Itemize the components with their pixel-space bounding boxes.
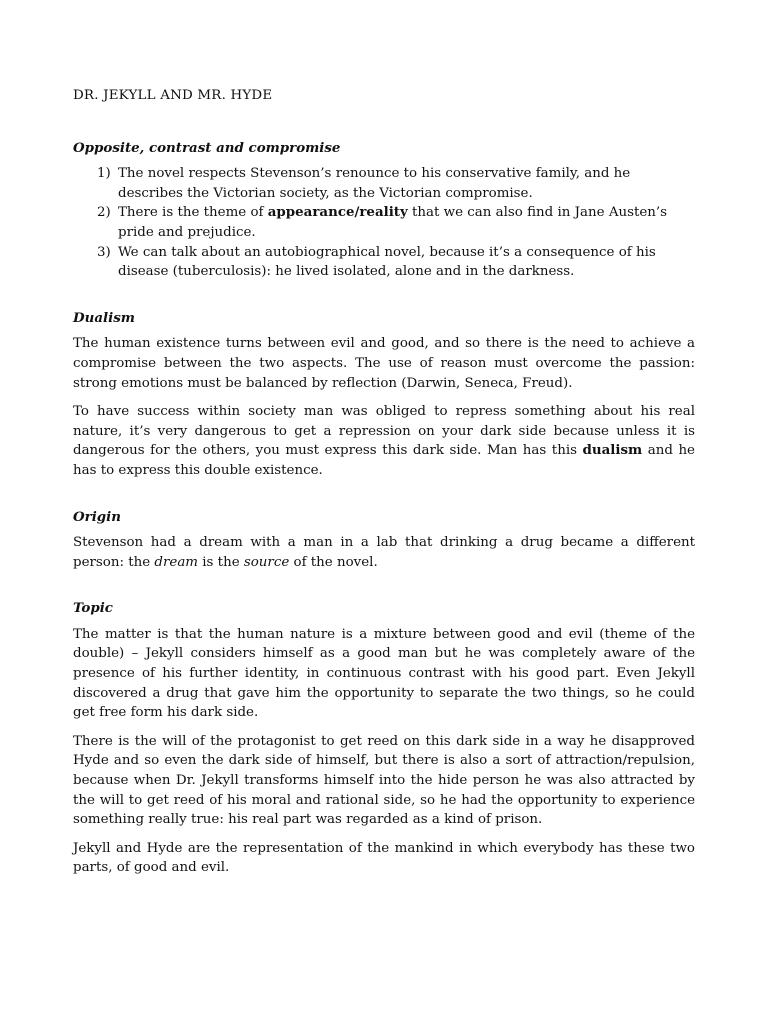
list-item-bold-term: appearance/reality [267, 204, 408, 221]
origin-italic-dream: dream [154, 554, 199, 570]
list-item [73, 203, 695, 242]
origin-text-c: of the novel. [289, 554, 378, 570]
topic-paragraph-1: The matter is that the human nature is a mixture between good and evil (theme of the double) – Jekyll considers himself as a good man but he was completely aware of the presence of his further identity, in continuous contrast with his good part. Even Jekyll discovered a drug that gave him the opportunity to separate the two things, so he could get free form his dark side. [73, 626, 695, 721]
dualism-p2-pre: To have success within society man was obliged to repress something about his real nature, it’s very dangerous to get a repression on your dark side because unless it is dangerous for the others, you must express this dark side. Man has this [73, 404, 695, 459]
list-item [73, 164, 695, 203]
dualism-paragraph-2 [73, 402, 695, 480]
dualism-bold-term: dualism [582, 442, 643, 459]
dualism-p2-post: and he has to express this double existence. [73, 443, 695, 478]
origin-text-b: is the [198, 554, 244, 570]
document-page [73, 86, 695, 878]
section-heading-opposite: Opposite, contrast and compromise [73, 139, 341, 156]
list-item-text-post: that we can also find in Jane Austen’s pride and prejudice. [118, 205, 668, 240]
list-item-number: 1) [97, 166, 111, 182]
list-item-text-pre: There is the theme of [118, 205, 268, 221]
section-heading-origin: Origin [73, 508, 121, 525]
topic-paragraph-2: There is the will of the protagonist to get reed on this dark side in a way he disapproved Hyde and so even the dark side of himself, but there is also a sort of attraction/repulsion, because when Dr. Jekyll transforms himself into the hide person he was also attracted by the will to get reed of his moral and rational side, so he had the opportunity to experience something really true: his real part was regarded as a kind of prison. [73, 733, 695, 828]
document-title: DR. JEKYLL AND MR. HYDE [73, 88, 273, 103]
origin-italic-source: source [243, 554, 290, 570]
origin-text-a: Stevenson had a dream with a man in a lab that drinking a drug became a different person: the [73, 535, 695, 570]
list-item-number: 3) [97, 244, 111, 260]
list-item [73, 243, 695, 282]
origin-paragraph [73, 533, 695, 572]
list-item-number: 2) [97, 205, 111, 221]
list-item-text: We can talk about an autobiographical novel, because it’s a consequence of his disease (tuberculosis): he lived isolated, alone and in the darkness. [118, 244, 656, 280]
opposite-list [73, 164, 695, 282]
list-item-text: The novel respects Stevenson’s renounce to his conservative family, and he describes the Victorian society, as the Victorian compromise. [118, 166, 631, 201]
topic-paragraph-3: Jekyll and Hyde are the representation of the mankind in which everybody has these two parts, of good and evil. [73, 840, 695, 876]
section-heading-dualism: Dualism [73, 309, 135, 326]
section-heading-topic: Topic [73, 600, 113, 617]
dualism-paragraph-1: The human existence turns between evil and good, and so there is the need to achieve a compromise between the two aspects. The use of reason must overcome the passion: strong emotions must be balanced by reflection (Darwin, Seneca, Freud). [73, 336, 695, 391]
